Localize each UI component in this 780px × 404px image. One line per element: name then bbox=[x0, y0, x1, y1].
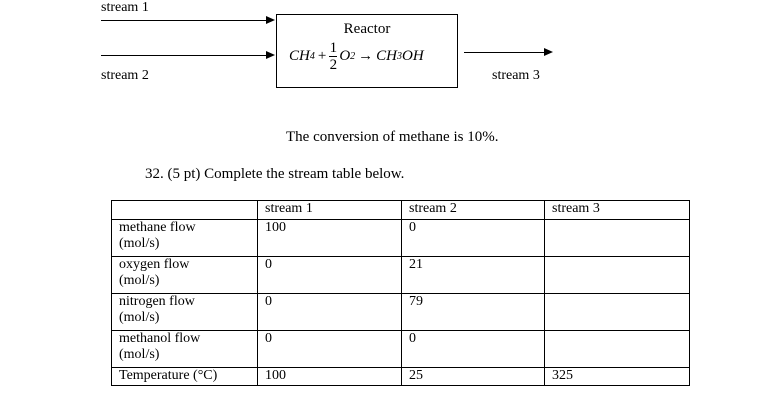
table-row-methane bbox=[112, 220, 690, 257]
stream-1-arrowhead bbox=[266, 16, 275, 24]
reaction-equation bbox=[289, 41, 424, 72]
stream-table bbox=[111, 200, 690, 386]
cell-stream-2: 21 bbox=[402, 257, 545, 294]
stream-2-label: stream 2 bbox=[101, 68, 149, 83]
cell-stream-2: 79 bbox=[402, 294, 545, 331]
row-label: nitrogen flow (mol/s) bbox=[112, 294, 258, 331]
eq-reactant1-sub: 4 bbox=[309, 51, 315, 62]
cell-stream-1: 100 bbox=[258, 220, 402, 257]
cell-stream-1: 100 bbox=[258, 368, 402, 386]
eq-product: CH bbox=[376, 48, 397, 64]
eq-reactant2-sub: 2 bbox=[350, 51, 356, 62]
table-header-row bbox=[112, 201, 690, 220]
header-cell-stream-1: stream 1 bbox=[258, 201, 402, 220]
header-cell-stream-3: stream 3 bbox=[545, 201, 690, 220]
cell-stream-3: 325 bbox=[545, 368, 690, 386]
stream-3-arrowhead bbox=[544, 48, 553, 56]
table-row-oxygen bbox=[112, 257, 690, 294]
stream-1-label: stream 1 bbox=[101, 0, 149, 15]
eq-arrow: → bbox=[358, 48, 374, 64]
cell-stream-1: 0 bbox=[258, 257, 402, 294]
eq-reactant1: CH bbox=[289, 48, 310, 64]
eq-frac-num: 1 bbox=[329, 40, 338, 56]
eq-reactant2: O bbox=[339, 48, 351, 64]
eq-fraction bbox=[329, 41, 337, 72]
cell-stream-2: 0 bbox=[402, 220, 545, 257]
row-label: methane flow (mol/s) bbox=[112, 220, 258, 257]
reactor-box bbox=[276, 14, 458, 88]
cell-stream-3 bbox=[545, 220, 690, 257]
cell-stream-2: 25 bbox=[402, 368, 545, 386]
cell-stream-3 bbox=[545, 257, 690, 294]
table-row-methanol bbox=[112, 331, 690, 368]
stream-2-arrowhead bbox=[266, 51, 275, 59]
table-row-temperature bbox=[112, 368, 690, 386]
header-cell-empty bbox=[112, 201, 258, 220]
cell-stream-3 bbox=[545, 294, 690, 331]
table-row-nitrogen bbox=[112, 294, 690, 331]
stream-1-line bbox=[101, 20, 267, 21]
conversion-text: The conversion of methane is 10%. bbox=[286, 129, 499, 145]
row-label: oxygen flow (mol/s) bbox=[112, 257, 258, 294]
eq-product-tail: OH bbox=[402, 48, 424, 64]
row-label: Temperature (°C) bbox=[112, 368, 258, 386]
cell-stream-3 bbox=[545, 331, 690, 368]
stream-3-label: stream 3 bbox=[492, 68, 540, 83]
cell-stream-2: 0 bbox=[402, 331, 545, 368]
eq-plus: + bbox=[317, 48, 327, 64]
row-label: methanol flow (mol/s) bbox=[112, 331, 258, 368]
stream-2-line bbox=[101, 55, 267, 56]
header-cell-stream-2: stream 2 bbox=[402, 201, 545, 220]
cell-stream-1: 0 bbox=[258, 331, 402, 368]
question-text: 32. (5 pt) Complete the stream table below. bbox=[145, 166, 405, 182]
eq-product-sub: 3 bbox=[397, 51, 402, 62]
eq-frac-den: 2 bbox=[329, 57, 338, 73]
cell-stream-1: 0 bbox=[258, 294, 402, 331]
reactor-title: Reactor bbox=[343, 21, 391, 37]
stream-3-line bbox=[464, 52, 544, 53]
